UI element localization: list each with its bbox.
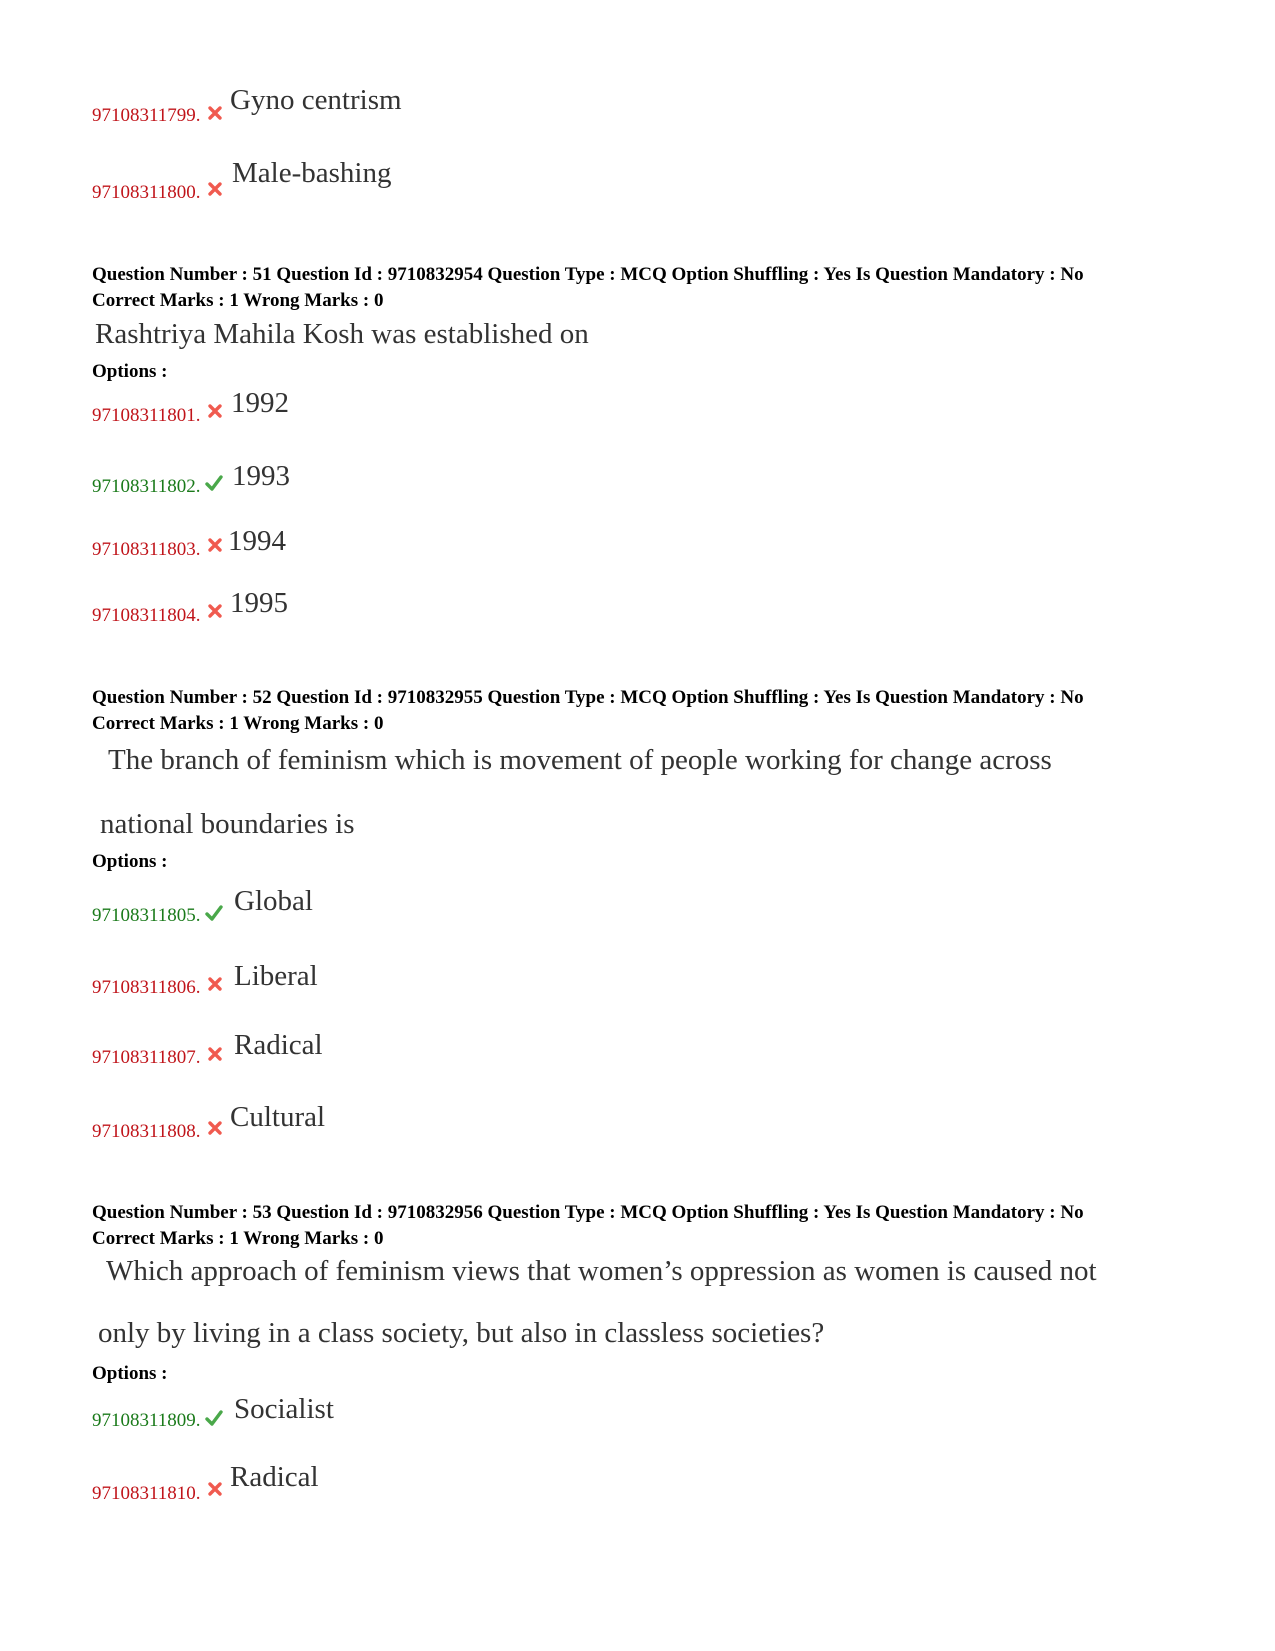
option-id: 97108311807. (92, 1047, 201, 1068)
check-icon (205, 474, 223, 497)
options-label: Options : (92, 851, 168, 872)
option-text: Gyno centrism (230, 84, 402, 116)
question-marks-line: Correct Marks : 1 Wrong Marks : 0 (92, 713, 384, 734)
question-marks-line: Correct Marks : 1 Wrong Marks : 0 (92, 290, 384, 311)
option-text: 1993 (232, 460, 290, 492)
option-id: 97108311804. (92, 605, 201, 626)
cross-icon (206, 1119, 224, 1142)
question-meta-line: Question Number : 53 Question Id : 9710832956 Question Type : MCQ Option Shuffling : Yes Is Question Mandatory : No (92, 1202, 1084, 1223)
cross-icon (206, 536, 224, 559)
option-id: 97108311802. (92, 476, 201, 497)
cross-icon (206, 602, 224, 625)
option-id: 97108311800. (92, 182, 201, 203)
question-text: The branch of feminism which is movement of people working for change across (108, 744, 1052, 776)
option-text: Socialist (234, 1393, 334, 1425)
cross-icon (206, 1045, 224, 1068)
question-text: only by living in a class society, but also in classless societies? (98, 1317, 825, 1349)
option-text: 1992 (231, 387, 289, 419)
option-text: Male-bashing (232, 157, 392, 189)
option-id: 97108311809. (92, 1410, 201, 1431)
options-label: Options : (92, 1363, 168, 1384)
cross-icon (206, 402, 224, 425)
option-text: Cultural (230, 1101, 326, 1133)
option-id: 97108311803. (92, 539, 201, 560)
check-icon (205, 1409, 223, 1432)
question-marks-line: Correct Marks : 1 Wrong Marks : 0 (92, 1228, 384, 1249)
option-id: 97108311805. (92, 905, 201, 926)
option-text: 1994 (228, 525, 286, 557)
option-text: Global (234, 885, 313, 917)
option-text: Radical (230, 1461, 319, 1493)
cross-icon (206, 180, 224, 203)
option-id: 97108311806. (92, 977, 201, 998)
question-text: Rashtriya Mahila Kosh was established on (95, 318, 589, 350)
option-id: 97108311810. (92, 1483, 201, 1504)
question-text: national boundaries is (100, 808, 355, 840)
question-meta-line: Question Number : 52 Question Id : 9710832955 Question Type : MCQ Option Shuffling : Yes Is Question Mandatory : No (92, 687, 1084, 708)
options-label: Options : (92, 361, 168, 382)
option-text: Liberal (234, 960, 318, 992)
option-id: 97108311799. (92, 105, 201, 126)
question-text: Which approach of feminism views that women’s oppression as women is caused not (106, 1255, 1097, 1287)
option-id: 97108311808. (92, 1121, 201, 1142)
cross-icon (206, 1480, 224, 1503)
check-icon (205, 904, 223, 927)
option-text: Radical (234, 1029, 323, 1061)
cross-icon (206, 975, 224, 998)
cross-icon (206, 104, 224, 127)
option-text: 1995 (230, 587, 288, 619)
option-id: 97108311801. (92, 405, 201, 426)
question-meta-line: Question Number : 51 Question Id : 9710832954 Question Type : MCQ Option Shuffling : Yes Is Question Mandatory : No (92, 264, 1084, 285)
